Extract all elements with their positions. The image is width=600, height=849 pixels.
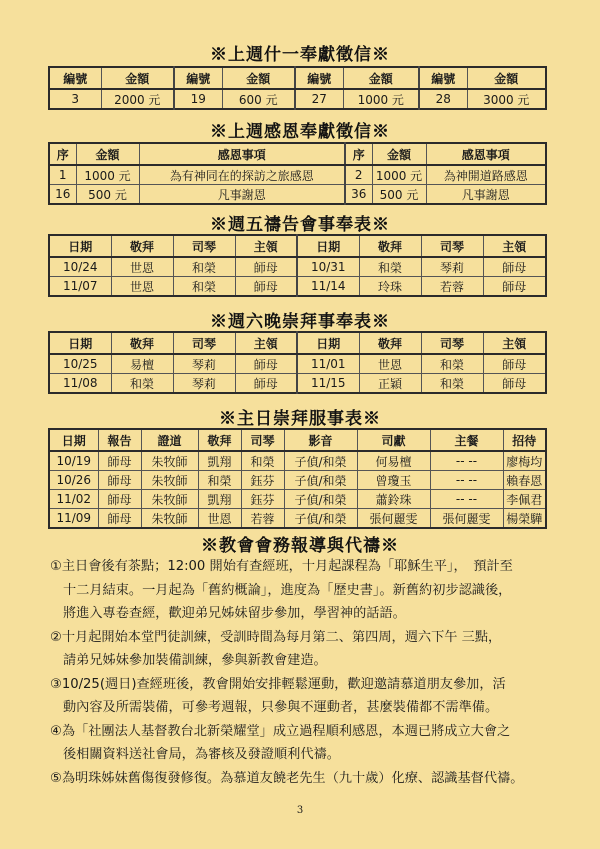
cell: 500 元 — [372, 185, 426, 205]
cell: 11/09 — [49, 509, 98, 529]
col-header: 日期 — [49, 235, 111, 257]
table-row — [49, 277, 546, 297]
cell: 27 — [295, 89, 343, 109]
cell: 和榮 — [421, 354, 483, 374]
cell: 朱牧師 — [141, 451, 198, 471]
col-header: 招待 — [503, 429, 546, 451]
col-header: 敬拜 — [111, 332, 173, 354]
cell: 凡事謝恩 — [426, 185, 546, 205]
cell: 世恩 — [111, 257, 173, 277]
cell: 師母 — [483, 277, 546, 297]
col-header: 證道 — [141, 429, 198, 451]
cell: 10/19 — [49, 451, 98, 471]
cell: 鈺芬 — [241, 490, 284, 509]
cell: 師母 — [235, 374, 297, 394]
col-header: 金額 — [101, 67, 174, 89]
saturday-table — [48, 331, 547, 394]
col-header: 影音 — [284, 429, 357, 451]
cell: 師母 — [235, 354, 297, 374]
cell: 朱牧師 — [141, 490, 198, 509]
col-header: 主領 — [483, 235, 546, 257]
cell: 為有神同在的探訪之旅感恩 — [139, 165, 345, 185]
cell: 11/01 — [297, 354, 359, 374]
cell: 張何麗雯 — [430, 509, 503, 529]
col-header: 主領 — [235, 332, 297, 354]
cell: 若蓉 — [241, 509, 284, 529]
cell: 子偵/和榮 — [284, 490, 357, 509]
cell: 師母 — [483, 354, 546, 374]
cell: 師母 — [98, 490, 141, 509]
cell: 子偵/和榮 — [284, 451, 357, 471]
col-header: 感恩事項 — [426, 143, 546, 165]
cell: 楊榮驊 — [503, 509, 546, 529]
cell: -- -- — [430, 451, 503, 471]
page-number: 3 — [296, 805, 304, 816]
table-header-row — [49, 67, 546, 89]
col-header: 編號 — [174, 67, 222, 89]
cell: 張何麗雯 — [357, 509, 430, 529]
cell: 19 — [174, 89, 222, 109]
cell: 10/31 — [297, 257, 359, 277]
col-header: 編號 — [295, 67, 343, 89]
cell: 鈺芬 — [241, 471, 284, 490]
table-row — [49, 509, 546, 529]
cell: -- -- — [430, 490, 503, 509]
notice-line: ③10/25(週日)查經班後，教會開始安排輕鬆運動，歡迎邀請慕道朋友參加，活 — [50, 676, 506, 692]
notice-line: ①主日會後有茶點；12:00 開始有查經班，十月起課程為「耶穌生平」， 預計至 — [50, 559, 513, 574]
col-header: 司琴 — [173, 332, 235, 354]
notices-title: ※教會會務報導與代禱※ — [201, 536, 399, 556]
col-header: 金額 — [76, 143, 139, 165]
cell: 3000 元 — [467, 89, 546, 109]
friday-table — [48, 234, 547, 297]
col-header: 報告 — [98, 429, 141, 451]
notice-line: 動內容及所需裝備，可參考週報，只參與不運動者，甚麼裝備都不需準備。 — [63, 700, 499, 715]
cell: 正穎 — [359, 374, 421, 394]
col-header: 敬拜 — [359, 332, 421, 354]
cell: 凱翔 — [198, 490, 241, 509]
cell: 11/07 — [49, 277, 111, 297]
table-header-row — [49, 429, 546, 451]
cell: 凱翔 — [198, 451, 241, 471]
col-header: 日期 — [297, 235, 359, 257]
cell: 師母 — [483, 374, 546, 394]
cell: 500 元 — [76, 185, 139, 205]
cell: 600 元 — [222, 89, 295, 109]
col-header: 金額 — [372, 143, 426, 165]
table-row — [49, 490, 546, 509]
notice-line: 將進入專卷查經，歡迎弟兄姊妹留步參加，學習神的話語。 — [63, 606, 406, 621]
table-row — [49, 451, 546, 471]
sunday-table — [48, 428, 547, 529]
cell: 凡事謝恩 — [139, 185, 345, 205]
col-header: 司琴 — [173, 235, 235, 257]
cell: 和榮 — [173, 257, 235, 277]
col-header: 司琴 — [241, 429, 284, 451]
cell: 和榮 — [359, 257, 421, 277]
saturday-title: ※週六晚崇拜事奉表※ — [210, 312, 390, 332]
cell: 10/25 — [49, 354, 111, 374]
col-header: 金額 — [222, 67, 295, 89]
table-row — [49, 471, 546, 490]
notice-line: ④為「社團法人基督教台北新榮耀堂」成立過程順利感恩，本週已將成立大會之 — [50, 723, 511, 739]
cell: 琴莉 — [173, 374, 235, 394]
cell: 何易檀 — [357, 451, 430, 471]
cell: 和榮 — [198, 471, 241, 490]
notice-item — [50, 555, 560, 626]
cell: 和榮 — [421, 374, 483, 394]
notice-item — [50, 720, 560, 767]
col-header: 日期 — [49, 332, 111, 354]
cell: 朱牧師 — [141, 471, 198, 490]
cell: 1000 元 — [343, 89, 419, 109]
col-header: 主領 — [235, 235, 297, 257]
cell: 1000 元 — [372, 165, 426, 185]
notice-item — [50, 767, 560, 791]
cell: 10/26 — [49, 471, 98, 490]
cell: 世恩 — [198, 509, 241, 529]
notices-list — [50, 555, 560, 790]
col-header: 司獻 — [357, 429, 430, 451]
cell: 世恩 — [111, 277, 173, 297]
col-header: 司琴 — [421, 235, 483, 257]
cell: 和榮 — [111, 374, 173, 394]
col-header: 日期 — [49, 429, 98, 451]
cell: 朱牧師 — [141, 509, 198, 529]
cell: 子偵/和榮 — [284, 509, 357, 529]
col-header: 編號 — [419, 67, 467, 89]
cell: 11/15 — [297, 374, 359, 394]
col-header: 序 — [49, 143, 76, 165]
col-header: 感恩事項 — [139, 143, 345, 165]
col-header: 敬拜 — [198, 429, 241, 451]
table-header-row — [49, 143, 546, 165]
cell: 易檀 — [111, 354, 173, 374]
cell: 3 — [49, 89, 101, 109]
cell: 曾瓊玉 — [357, 471, 430, 490]
cell: 李佩君 — [503, 490, 546, 509]
cell: 2000 元 — [101, 89, 174, 109]
cell: 為神開道路感恩 — [426, 165, 546, 185]
cell: 賴春恩 — [503, 471, 546, 490]
cell: 廖梅均 — [503, 451, 546, 471]
cell: 和榮 — [241, 451, 284, 471]
table-row — [49, 354, 546, 374]
notice-item — [50, 673, 560, 720]
cell: 世恩 — [359, 354, 421, 374]
cell: 玲珠 — [359, 277, 421, 297]
col-header: 敬拜 — [359, 235, 421, 257]
table-header-row — [49, 332, 546, 354]
col-header: 日期 — [297, 332, 359, 354]
cell: 師母 — [98, 451, 141, 471]
cell: 28 — [419, 89, 467, 109]
cell: 1000 元 — [76, 165, 139, 185]
table-header-row — [49, 235, 546, 257]
cell: 琴莉 — [421, 257, 483, 277]
notice-line: ②十月起開始本堂門徒訓練，受訓時間為每月第二、第四周，週六下午 三點， — [50, 629, 502, 645]
cell: 16 — [49, 185, 76, 205]
sunday-title: ※主日崇拜服事表※ — [219, 409, 381, 429]
col-header: 編號 — [49, 67, 101, 89]
cell: 師母 — [483, 257, 546, 277]
cell: 師母 — [235, 257, 297, 277]
friday-title: ※週五禱告會事奉表※ — [210, 215, 390, 235]
col-header: 主餐 — [430, 429, 503, 451]
notice-line: ⑤為明珠姊妹舊傷復發修復。為慕道友饒老先生（九十歲）化療、認識基督代禱。 — [50, 770, 524, 786]
col-header: 主領 — [483, 332, 546, 354]
thanks-table — [48, 142, 547, 205]
cell: 琴莉 — [173, 354, 235, 374]
table-row — [49, 257, 546, 277]
cell: 11/14 — [297, 277, 359, 297]
tithe-title: ※上週什一奉獻徵信※ — [210, 45, 390, 65]
cell: 師母 — [235, 277, 297, 297]
cell: 和榮 — [173, 277, 235, 297]
cell: 師母 — [98, 471, 141, 490]
col-header: 序 — [345, 143, 372, 165]
thanks-title: ※上週感恩奉獻徵信※ — [210, 122, 390, 142]
cell: -- -- — [430, 471, 503, 490]
table-row — [49, 374, 546, 394]
col-header: 金額 — [343, 67, 419, 89]
col-header: 金額 — [467, 67, 546, 89]
cell: 1 — [49, 165, 76, 185]
cell: 子偵/和榮 — [284, 471, 357, 490]
cell: 10/24 — [49, 257, 111, 277]
cell: 師母 — [98, 509, 141, 529]
notice-line: 請弟兄姊妹參加裝備訓練，參與新教會建造。 — [63, 653, 327, 668]
cell: 若蓉 — [421, 277, 483, 297]
col-header: 司琴 — [421, 332, 483, 354]
notice-item — [50, 626, 560, 673]
table-row — [49, 89, 546, 109]
cell: 2 — [345, 165, 372, 185]
col-header: 敬拜 — [111, 235, 173, 257]
cell: 蕭鈴珠 — [357, 490, 430, 509]
notice-line: 十二月結束。一月起為「舊約概論」，進度為「歷史書」。新舊約初步認識後， — [63, 582, 512, 598]
notice-line: 後相關資料送社會局，為審核及發證順利代禱。 — [63, 747, 340, 762]
cell: 36 — [345, 185, 372, 205]
table-row — [49, 185, 546, 205]
tithe-table — [48, 66, 547, 110]
cell: 11/08 — [49, 374, 111, 394]
cell: 11/02 — [49, 490, 98, 509]
table-row — [49, 165, 546, 185]
